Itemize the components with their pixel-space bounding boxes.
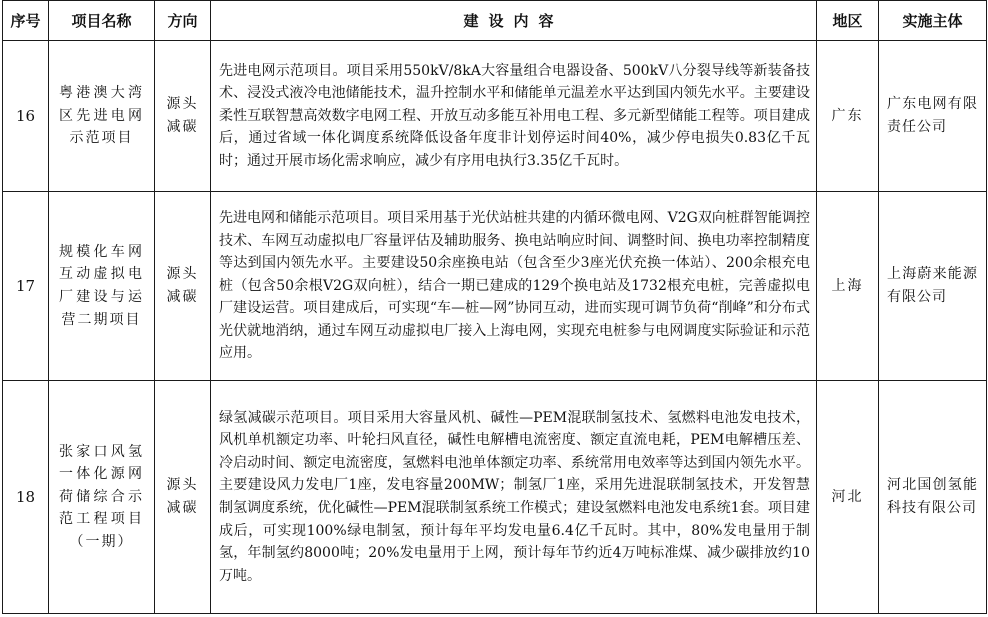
project-table [2,0,987,614]
project-entity: 广东电网有限责任公司 [879,41,987,192]
project-content: 绿氢减碳示范项目。项目采用大容量风机、碱性—PEM混联制氢技术、氢燃料电池发电技术，风机单机额定功率、叶轮扫风直径，碱性电解槽电流密度、额定直流电耗，PEM电解槽压差、冷启动时间、额定电流密度，氢燃料电池单体额定功率、系统常用电效率等达到国内领先水平。主要建设风力发电厂1座，发电容量200MW；制氢厂1座，采用先进混联制氢技术，开发智慧制氢调度系统，优化碱性—PEM混联制氢系统工作模式；建设氢燃料电池发电系统1套。项目建成后，可实现100%绿电制氢，预计每年平均发电量6.4亿千瓦时。其中，80%发电量用于制氢，年制氢约8000吨；20%发电量用于上网，预计每年节约近4万吨标准煤、减少碳排放约10万吨。 [211,381,817,614]
row-index: 16 [3,41,49,192]
project-name: 张家口风氢一体化源网荷储综合示范工程项目（一期） [49,381,155,614]
project-direction: 源头减碳 [155,41,211,192]
header-name: 项目名称 [49,1,155,41]
row-index: 18 [3,381,49,614]
project-name: 粤港澳大湾区先进电网示范项目 [49,41,155,192]
project-content: 先进电网示范项目。项目采用550kV/8kA大容量组合电器设备、500kV八分裂导线等新装备技术、浸没式液冷电池储能技术，温升控制水平和储能单元温差水平达到国内领先水平。主要建设柔性互联智慧高效数字电网工程、开放互动多能互补用电工程、多元新型储能工程等。项目建成后，通过省域一体化调度系统降低设备年度非计划停运时间40%，减少停电损失0.83亿千瓦时；通过开展市场化需求响应，减少有序用电执行3.35亿千瓦时。 [211,41,817,192]
header-index: 序号 [3,1,49,41]
table-row [3,192,987,381]
project-entity: 上海蔚来能源有限公司 [879,192,987,381]
table-row [3,381,987,614]
header-content: 建设内容 [211,1,817,41]
header-direction: 方向 [155,1,211,41]
project-name: 规模化车网互动虚拟电厂建设与运营二期项目 [49,192,155,381]
project-content: 先进电网和储能示范项目。项目采用基于光伏站桩共建的内循环微电网、V2G双向桩群智能调控技术、车网互动虚拟电厂容量评估及辅助服务、换电站响应时间、调整时间、换电功率控制精度等达到国内领先水平。主要建设50余座换电站（包含至少3座光伏充换一体站）、200余根充电桩（包含50余根V2G双向桩），结合一期已建成的129个换电站及1732根充电桩，完善虚拟电厂建设运营。项目建成后，可实现“车—桩—网”协同互动，进而实现可调节负荷“削峰”和分布式光伏就地消纳，通过车网互动虚拟电厂接入上海电网，实现充电桩参与电网调度实际验证和示范应用。 [211,192,817,381]
project-entity: 河北国创氢能科技有限公司 [879,381,987,614]
header-entity: 实施主体 [879,1,987,41]
header-region: 地区 [817,1,879,41]
project-direction: 源头减碳 [155,381,211,614]
project-direction: 源头减碳 [155,192,211,381]
table-row [3,41,987,192]
project-region: 广东 [817,41,879,192]
project-region: 上海 [817,192,879,381]
project-region: 河北 [817,381,879,614]
row-index: 17 [3,192,49,381]
table-header-row [3,1,987,41]
